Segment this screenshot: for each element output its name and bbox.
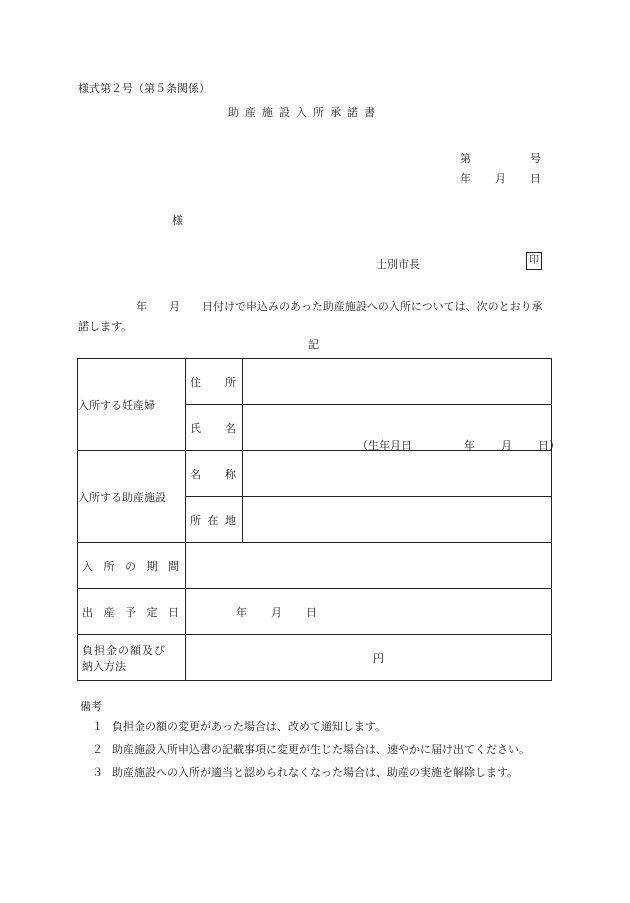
due-date-field[interactable] (186, 589, 552, 635)
period-label (78, 543, 186, 589)
form-number: 様式第２号（第５条関係） (78, 82, 210, 95)
due-date-label-2: 産 (103, 605, 115, 619)
note-num: ２ (92, 743, 103, 756)
due-date-label-1: 出 (82, 605, 93, 619)
note-item (92, 741, 530, 757)
due-date-label-3: 予 (125, 605, 136, 619)
due-date-label-5: 日 (168, 605, 179, 619)
seal-mark: 印 (526, 252, 542, 270)
birth-date (357, 437, 560, 453)
facility-name-label-1: 名 (190, 467, 201, 481)
note-num: １ (92, 720, 103, 733)
addressee-suffix: 様 (172, 214, 183, 227)
fee-label (78, 635, 186, 681)
ki-heading: 記 (308, 338, 319, 351)
period-label-5: 間 (168, 559, 179, 573)
period-field[interactable] (186, 543, 552, 589)
fee-field[interactable] (186, 635, 552, 681)
fee-label-line-2: 納入方法 (82, 659, 126, 673)
body-text-content: 年 月 日付けで申込みのあった助産施設への入所については、次のとおり承諾します。 (78, 300, 543, 333)
mother-name-field[interactable] (243, 405, 560, 452)
facility-location-label (186, 497, 243, 543)
facility-name-label (186, 451, 243, 497)
facility-label: 入所する助産施設 (78, 451, 186, 543)
note-num: ３ (92, 766, 103, 779)
birth-year: 年 (464, 439, 475, 452)
issuer: 士別市長 (376, 258, 420, 271)
form-table (77, 358, 560, 681)
note-text: 負担金の額の変更があった場合は、改めて通知します。 (112, 720, 387, 733)
mother-name-label (186, 405, 243, 451)
body-text (78, 297, 553, 337)
fee-label-line-1: 負担金の額及び (82, 643, 166, 657)
note-text: 助産施設入所申込書の記載事項に変更が生じた場合は、速やかに届け出てください。 (112, 743, 530, 756)
fee-unit: 円 (373, 651, 384, 665)
due-date-label-4: 定 (146, 605, 158, 619)
facility-location-field[interactable] (243, 497, 552, 543)
mother-label: 入所する妊産婦 (78, 359, 186, 451)
date-month: 月 (495, 172, 506, 185)
note-item (92, 764, 518, 780)
mother-address-label (186, 359, 243, 405)
facility-name-label-2: 称 (225, 467, 236, 481)
facility-name-field[interactable] (243, 451, 552, 497)
date-year: 年 (460, 172, 471, 185)
doc-number-prefix: 第 (460, 152, 471, 165)
due-date-label (78, 589, 186, 635)
due-year: 年 (236, 605, 247, 619)
facility-location-label-3: 地 (225, 513, 236, 527)
birth-label: （生年月日 (357, 439, 412, 452)
doc-number-suffix: 号 (530, 152, 541, 165)
facility-location-label-1: 所 (190, 513, 201, 527)
due-day: 日 (306, 605, 317, 619)
note-item (92, 718, 386, 734)
page-title: 助産施設入所承諾書 (228, 106, 381, 119)
mother-name-label-1: 氏 (190, 421, 201, 435)
date-day: 日 (530, 172, 541, 185)
mother-address-field[interactable] (243, 359, 552, 405)
due-month: 月 (271, 605, 282, 619)
period-label-2: 所 (103, 559, 115, 573)
birth-day: 日） (538, 439, 560, 452)
period-label-4: 期 (146, 559, 158, 573)
period-label-1: 入 (82, 559, 93, 573)
notes-title: 備考 (80, 700, 102, 713)
period-label-3: の (125, 559, 136, 573)
mother-address-label-1: 住 (190, 375, 201, 389)
birth-month: 月 (501, 439, 512, 452)
mother-name-label-2: 名 (225, 421, 236, 435)
mother-address-label-2: 所 (225, 375, 236, 389)
facility-location-label-2: 在 (207, 513, 219, 527)
note-text: 助産施設への入所が適当と認められなくなった場合は、助産の実施を解除します。 (112, 766, 519, 779)
